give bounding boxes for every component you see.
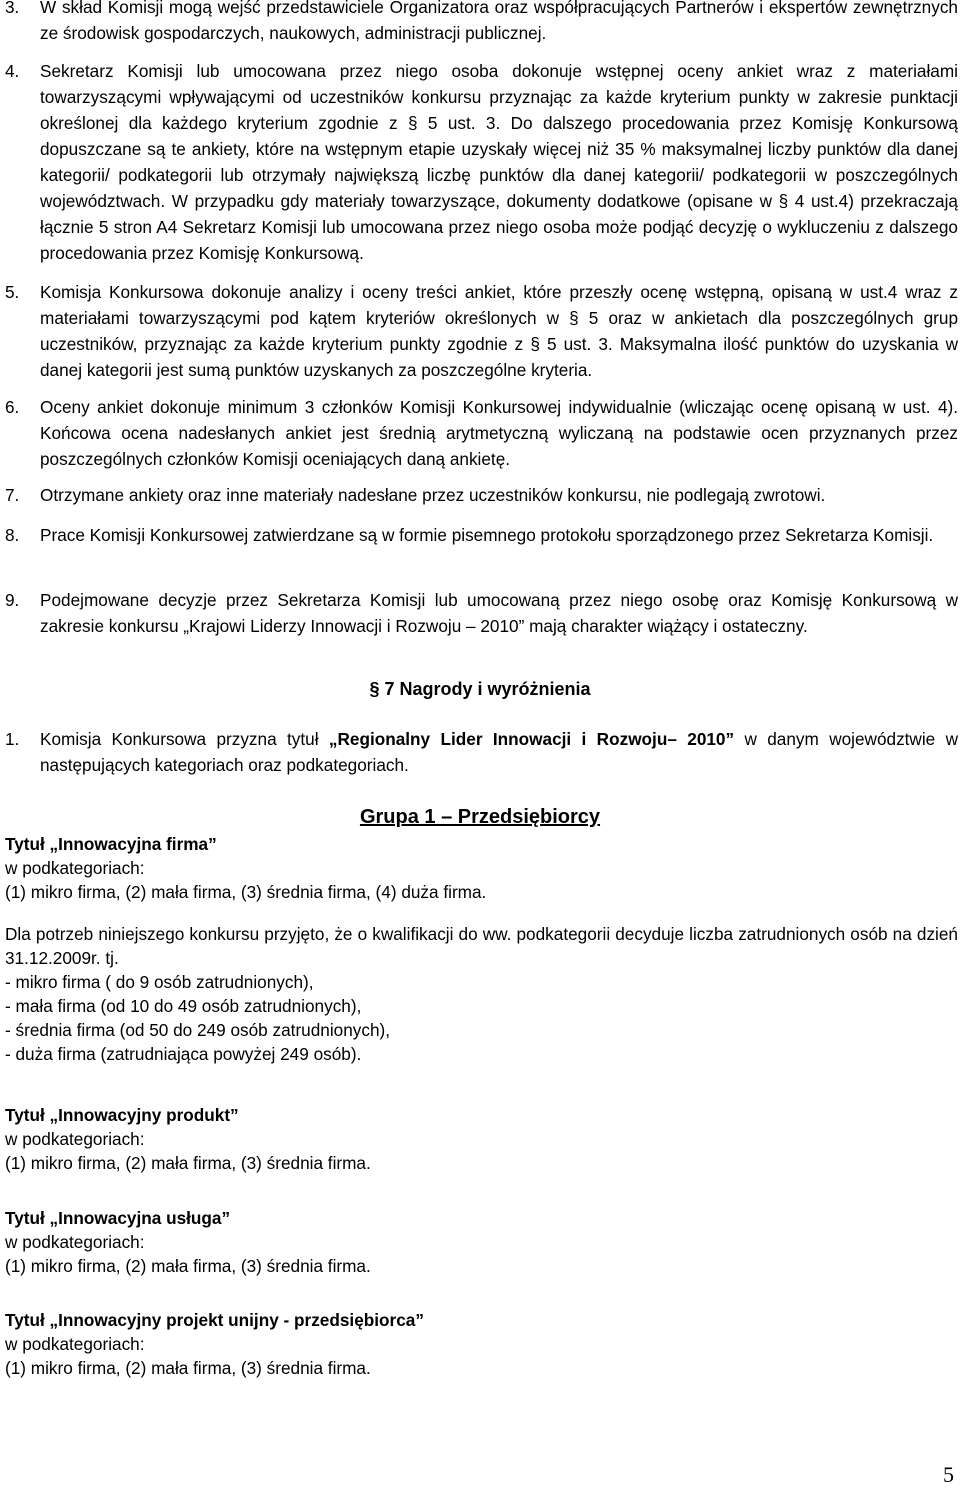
definition-line: - mała firma (od 10 do 49 osób zatrudnionych), xyxy=(5,996,362,1016)
title-subcategories: (1) mikro firma, (2) mała firma, (3) średnia firma. xyxy=(5,1358,371,1378)
title-heading: Tytuł „Innowacyjny produkt” xyxy=(5,1105,239,1125)
award-item xyxy=(5,726,958,778)
definition-line: - średnia firma (od 50 do 249 osób zatrudnionych), xyxy=(5,1020,391,1040)
title-subheading: w podkategoriach: xyxy=(5,1334,145,1354)
award-title: „Regionalny Lider Innowacji i Rozwoju– 2010” xyxy=(328,729,735,749)
title-subcategories: (1) mikro firma, (2) mała firma, (3) średnia firma, (4) duża firma. xyxy=(5,882,487,902)
title-heading: Tytuł „Innowacyjna firma” xyxy=(5,834,217,854)
title-block-innowacyjna-usluga xyxy=(5,1206,958,1278)
list-item-8 xyxy=(5,522,958,548)
list-item-6 xyxy=(5,394,958,472)
list-item-9 xyxy=(5,587,958,639)
section-heading xyxy=(0,676,960,702)
title-block-innowacyjna-firma xyxy=(5,832,958,904)
section-heading-text: § 7 Nagrody i wyróżnienia xyxy=(369,679,591,699)
title-subcategories: (1) mikro firma, (2) mała firma, (3) średnia firma. xyxy=(5,1256,371,1276)
list-item-3 xyxy=(5,0,958,46)
definition-line: - duża firma (zatrudniająca powyżej 249 osób). xyxy=(5,1044,362,1064)
title-block-innowacyjny-produkt xyxy=(5,1103,958,1175)
group-heading-text: Grupa 1 – Przedsiębiorcy xyxy=(359,806,601,828)
award-prefix: Komisja Konkursowa przyzna tytuł xyxy=(40,729,329,749)
item-number: 4. xyxy=(5,61,20,81)
title-heading: Tytuł „Innowacyjna usługa” xyxy=(5,1208,231,1228)
item-text: Oceny ankiet dokonuje minimum 3 członków Komisji Konkursowej indywidualnie (wliczając ocenę opisaną w ust. 4). Końcowa ocena nadesłanych ankiet jest średnią arytmetyczną wyliczaną na podstawie ocen przyznanych przez poszczególnych członków Komisji oceniających daną ankietę. xyxy=(40,397,958,469)
title-subheading: w podkategoriach: xyxy=(5,1232,145,1252)
item-number: 9. xyxy=(5,590,20,610)
item-text: Otrzymane ankiety oraz inne materiały nadesłane przez uczestników konkursu, nie podlegają zwrotowi. xyxy=(40,485,826,505)
definition-line: - mikro firma ( do 9 osób zatrudnionych), xyxy=(5,972,314,992)
item-number: 1. xyxy=(5,729,20,749)
title-subheading: w podkategoriach: xyxy=(5,1129,145,1149)
item-text: Sekretarz Komisji lub umocowana przez niego osoba dokonuje wstępnej oceny ankiet wraz z materiałami towarzyszącymi wpływającymi od uczestników konkursu przyznając za każde kryterium punkty w zakresie punktacji określonej dla każdego kryterium zgodnie z § 5 ust. 3. Do dalszego procedowania przez Komisję Konkursową dopuszczane są te ankiety, które na wstępnym etapie uzyskały więcej niż 35 % maksymalnej liczby punktów dla danej kategorii/ podkategorii lub otrzymały największą liczbę punktów dla danej kategorii/ podkategorii w poszczególnych województwach. W przypadku gdy materiały towarzyszące, dokumenty dodatkowe (opisane w § 4 ust.4) przekraczają łącznie 5 stron A4 Sekretarz Komisji lub umocowana przez niego osoba może podjąć decyzję o wykluczeniu z dalszego procedowania przez Komisję Konkursową. xyxy=(40,61,958,263)
item-number: 5. xyxy=(5,282,20,302)
definitions-block xyxy=(5,922,958,1066)
list-item-7 xyxy=(5,482,958,508)
item-text: W skład Komisji mogą wejść przedstawiciele Organizatora oraz współpracujących Partnerów i ekspertów zewnętrznych ze środowisk gospodarczych, naukowych, administracji publicznej. xyxy=(40,0,958,43)
title-block-innowacyjny-projekt-unijny xyxy=(5,1308,958,1380)
list-item-5 xyxy=(5,279,958,383)
item-number: 3. xyxy=(5,0,20,17)
award-suffix: w danym województwie w następujących kategoriach oraz podkategoriach. xyxy=(40,729,959,775)
title-heading: Tytuł „Innowacyjny projekt unijny - przedsiębiorca” xyxy=(5,1310,424,1330)
item-text: Komisja Konkursowa dokonuje analizy i oceny treści ankiet, które przeszły ocenę wstępną, opisaną w ust.4 wraz z materiałami towarzyszącymi pod kątem kryteriów określonych w § 5 oraz w ankietach dla poszczególnych grup uczestników, przyznając za każde kryterium punkty zgodnie z § 5 ust. 3. Maksymalna ilość punktów do uzyskania w danej kategorii jest sumą punktów uzyskanych za poszczególne kryteria. xyxy=(40,282,958,380)
group-heading xyxy=(0,803,960,831)
item-number: 7. xyxy=(5,485,20,505)
item-text: Prace Komisji Konkursowej zatwierdzane są w formie pisemnego protokołu sporządzonego przez Sekretarza Komisji. xyxy=(40,525,934,545)
item-number: 8. xyxy=(5,525,20,545)
award-text xyxy=(40,726,958,778)
title-subcategories: (1) mikro firma, (2) mała firma, (3) średnia firma. xyxy=(5,1153,371,1173)
page-number: 5 xyxy=(943,1462,954,1487)
title-subheading: w podkategoriach: xyxy=(5,858,145,878)
definitions-intro: Dla potrzeb niniejszego konkursu przyjęto, że o kwalifikacji do ww. podkategorii decyduje liczba zatrudnionych osób na dzień 31.12.2009r. tj. xyxy=(5,924,958,968)
item-number: 6. xyxy=(5,397,20,417)
item-text: Podejmowane decyzje przez Sekretarza Komisji lub umocowaną przez niego osobę oraz Komisję Konkursową w zakresie konkursu „Krajowi Liderzy Innowacji i Rozwoju – 2010” mają charakter wiążący i ostateczny. xyxy=(40,590,958,636)
list-item-4 xyxy=(5,58,958,266)
